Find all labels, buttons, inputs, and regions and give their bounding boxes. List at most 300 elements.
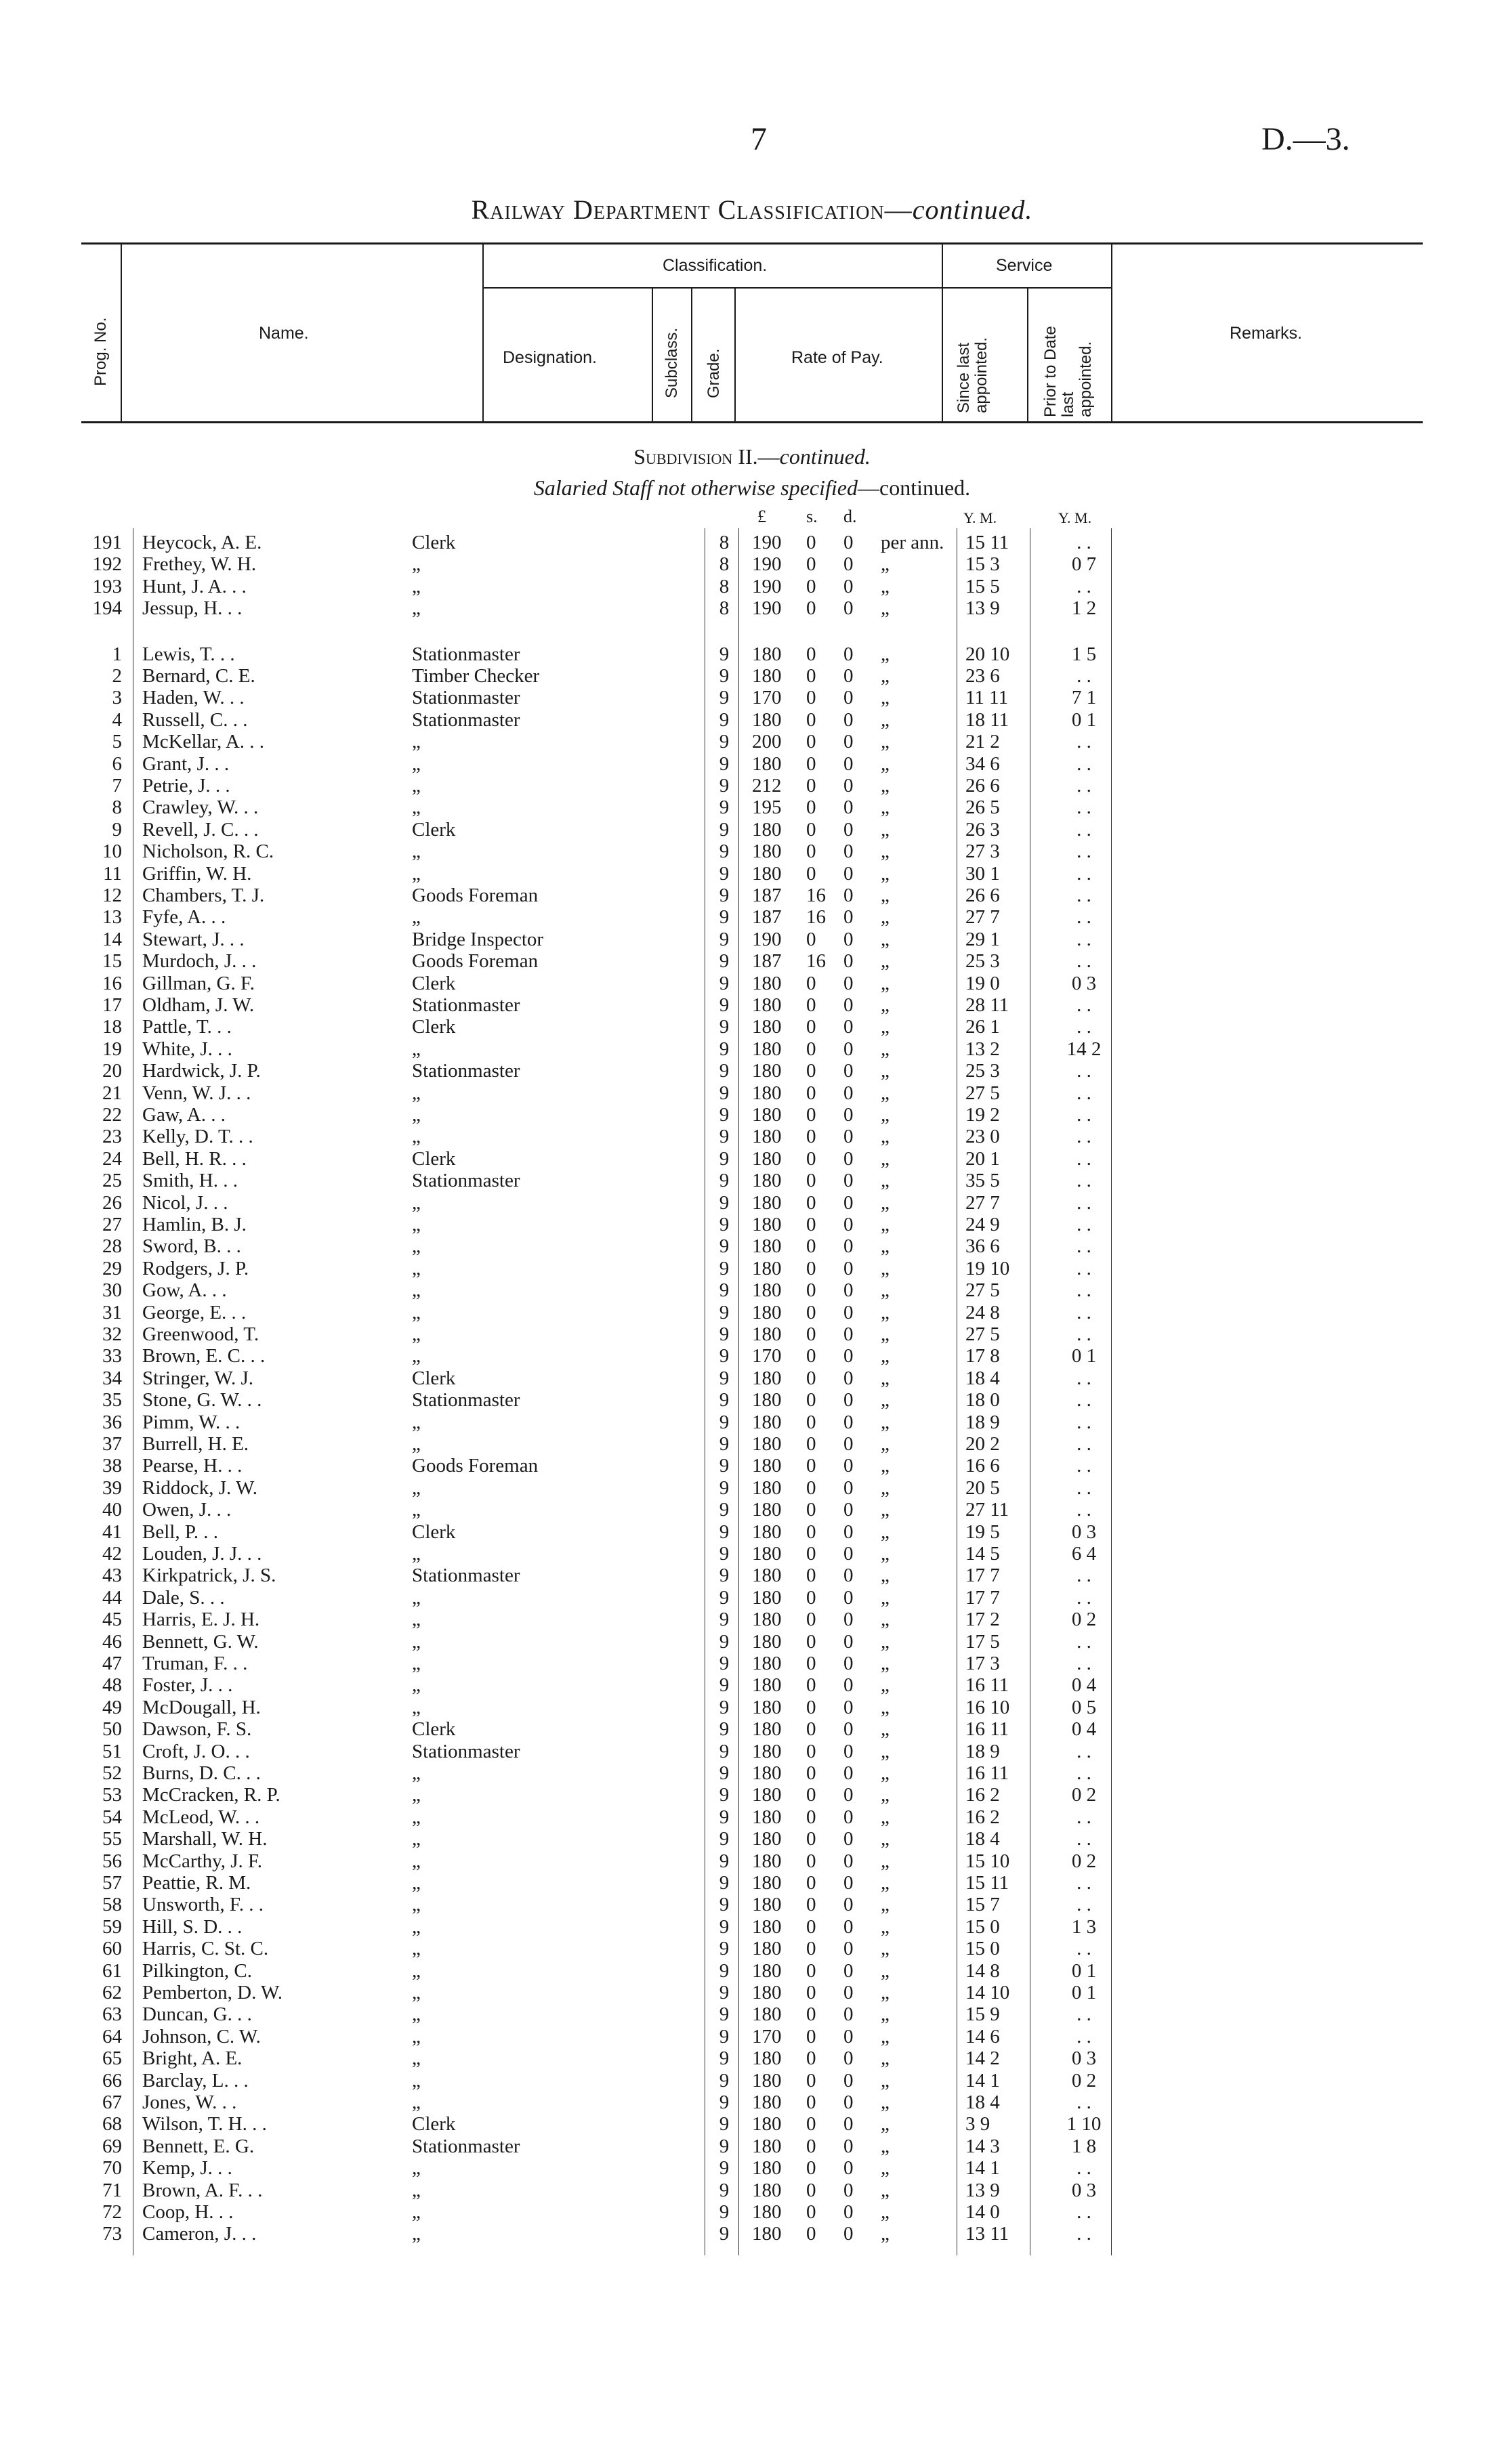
since-last-cell: 26 5 [965,796,1000,818]
since-last-cell: 34 6 [965,753,1000,775]
prior-to-date-cell: . . [1077,1060,1091,1082]
table-row [0,1345,1504,1367]
pay-period-cell: „ [881,665,890,687]
pay-period-cell: „ [881,1872,890,1894]
grade-cell: 9 [719,1367,730,1389]
name-cell: Pattle, T. . . [142,1016,232,1038]
pay-pence-cell: 0 [843,1235,854,1257]
pay-pence-cell: 0 [843,2003,854,2025]
prior-to-date-cell: . . [1077,885,1091,906]
prog-no-cell: 13 [102,906,122,928]
pay-pence-cell: 0 [843,775,854,796]
designation-cell: „ [412,1938,421,1959]
since-last-cell: 28 11 [965,994,1009,1016]
designation-cell: „ [412,796,421,818]
service-rule [942,287,1111,289]
since-last-cell: 23 0 [965,1126,1000,1147]
pay-shillings-cell: 0 [806,2047,816,2069]
pay-shillings-cell: 0 [806,2136,816,2157]
pay-pounds-cell: 187 [752,906,782,928]
prior-to-date-cell: . . [1077,1433,1091,1455]
table-row [0,2136,1504,2157]
pay-pence-cell: 0 [843,950,854,972]
pay-pence-cell: 0 [843,2047,854,2069]
designation-cell: „ [412,731,421,752]
page-title [0,194,1504,226]
prog-no-cell: 67 [102,2091,122,2113]
table-row [0,819,1504,841]
table-row [0,1565,1504,1586]
since-last-cell: 14 0 [965,2201,1000,2223]
since-last-cell: 16 10 [965,1697,1010,1718]
pay-period-cell: „ [881,753,890,775]
grade-cell: 9 [719,973,730,994]
page-number: 7 [751,121,767,157]
grade-cell: 9 [719,2047,730,2069]
pay-pence-cell: 0 [843,819,854,841]
since-last-cell: 17 5 [965,1631,1000,1653]
table-row [0,1960,1504,1982]
since-last-cell: 18 4 [965,1367,1000,1389]
since-last-cell: 16 11 [965,1762,1009,1784]
prog-no-cell: 44 [102,1587,122,1609]
pay-period-cell: „ [881,1323,890,1345]
since-last-cell: 21 2 [965,731,1000,752]
table-row [0,2180,1504,2201]
grade-cell: 9 [719,1411,730,1433]
since-last-cell: 27 3 [965,841,1000,862]
header-rate-of-pay: Rate of Pay. [791,348,883,367]
name-cell: Burrell, H. E. [142,1433,249,1455]
prior-to-date-cell: . . [1077,863,1091,885]
grade-cell: 9 [719,906,730,928]
pay-period-cell: „ [881,1741,890,1762]
pay-shillings-cell: 0 [806,1411,816,1433]
prog-no-cell: 11 [103,863,122,885]
pay-pence-cell: 0 [843,597,854,619]
pay-period-cell: „ [881,929,890,950]
prior-to-date-cell: . . [1077,1894,1091,1915]
pay-shillings-cell: 0 [806,796,816,818]
pay-period-cell: „ [881,1214,890,1235]
prog-no-cell: 39 [102,1477,122,1499]
pay-shillings-cell: 0 [806,2091,816,2113]
header-col-rule-4 [691,287,692,423]
since-last-cell: 16 2 [965,1784,1000,1806]
pay-period-cell: „ [881,1258,890,1279]
pay-shillings-cell: 0 [806,1192,816,1214]
grade-cell: 9 [719,1697,730,1718]
grade-cell: 9 [719,1082,730,1104]
prog-no-cell: 51 [102,1741,122,1762]
pay-period-cell: „ [881,643,890,665]
grade-cell: 9 [719,2223,730,2245]
pay-pence-cell: 0 [843,906,854,928]
table-row [0,2047,1504,2069]
pay-pence-cell: 0 [843,1543,854,1565]
name-cell: Gow, A. . . [142,1279,227,1301]
pay-pounds-cell: 187 [752,950,782,972]
pay-shillings-cell: 0 [806,819,816,841]
table-row [0,2026,1504,2047]
table-row [0,597,1504,619]
designation-cell: „ [412,1323,421,1345]
prog-no-cell: 5 [112,731,122,752]
pay-pounds-cell: 180 [752,1323,782,1345]
pay-period-cell: „ [881,1411,890,1433]
table-row [0,1455,1504,1477]
table-row [0,1587,1504,1609]
pay-shillings-cell: 0 [806,1258,816,1279]
prior-to-date-cell: . . [1077,576,1091,597]
prog-no-cell: 52 [102,1762,122,1784]
since-last-cell: 27 5 [965,1082,1000,1104]
table-row [0,1367,1504,1389]
name-cell: Kelly, D. T. . . [142,1126,253,1147]
prior-to-date-cell: . . [1077,2091,1091,2113]
since-last-cell: 15 0 [965,1916,1000,1938]
since-last-cell: 27 5 [965,1279,1000,1301]
pay-pence-cell: 0 [843,576,854,597]
since-last-cell: 19 0 [965,973,1000,994]
pay-period-cell: „ [881,687,890,708]
prior-to-date-cell: 0 1 [1071,709,1097,731]
pay-period-cell: „ [881,1806,890,1828]
pay-pounds-cell: 187 [752,885,782,906]
pay-period-cell: „ [881,1433,890,1455]
since-last-cell: 19 2 [965,1104,1000,1126]
prog-no-cell: 62 [102,1982,122,2003]
table-row [0,2091,1504,2113]
pay-shillings-cell: 0 [806,1455,816,1477]
grade-cell: 9 [719,2003,730,2025]
pay-pence-cell: 0 [843,2136,854,2157]
pay-pence-cell: 0 [843,1258,854,1279]
since-last-cell: 27 7 [965,1192,1000,1214]
pay-period-cell: „ [881,553,890,575]
since-last-cell: 15 0 [965,1938,1000,1959]
name-cell: White, J. . . [142,1038,232,1060]
pay-shillings-cell: 0 [806,2113,816,2135]
prior-to-date-cell: . . [1077,1411,1091,1433]
since-last-cell: 13 9 [965,2180,1000,2201]
grade-cell: 9 [719,1631,730,1653]
since-last-cell: 19 10 [965,1258,1010,1279]
pay-pounds-cell: 180 [752,1894,782,1915]
prior-to-date-cell: . . [1077,665,1091,687]
pay-shillings-cell: 0 [806,1016,816,1038]
header-top-rule [81,242,1423,245]
name-cell: Brown, A. F. . . [142,2180,263,2201]
table-row [0,532,1504,553]
prior-to-date-cell: 14 2 [1066,1038,1102,1060]
prior-to-date-cell: 1 3 [1071,1916,1097,1938]
grade-cell: 9 [719,1302,730,1323]
prior-to-date-cell: . . [1077,1323,1091,1345]
since-last-cell: 36 6 [965,1235,1000,1257]
pay-pounds-cell: 190 [752,553,782,575]
header-col-rule-3 [652,287,653,423]
pay-period-cell: „ [881,1302,890,1323]
table-row [0,1894,1504,1915]
pay-shillings-cell: 0 [806,775,816,796]
pay-pence-cell: 0 [843,1279,854,1301]
pay-pence-cell: 0 [843,1214,854,1235]
table-row [0,576,1504,597]
grade-cell: 9 [719,2091,730,2113]
designation-cell: „ [412,906,421,928]
prog-no-cell: 50 [102,1718,122,1740]
prior-to-date-cell: . . [1077,1016,1091,1038]
pay-pounds-cell: 180 [752,643,782,665]
prior-to-date-cell: . . [1077,1872,1091,1894]
pay-shillings-cell: 0 [806,1894,816,1915]
pay-pounds-cell: 180 [752,1126,782,1147]
prog-no-cell: 22 [102,1104,122,1126]
name-cell: Foster, J. . . [142,1674,233,1696]
pay-pounds-cell: 212 [752,775,782,796]
grade-cell: 9 [719,1609,730,1630]
grade-cell: 9 [719,1872,730,1894]
name-cell: Peattie, R. M. [142,1872,251,1894]
grade-cell: 9 [719,1126,730,1147]
pay-period-cell: „ [881,1455,890,1477]
since-last-cell: 13 9 [965,597,1000,619]
pay-pounds-cell: 180 [752,665,782,687]
pay-period-cell: „ [881,2157,890,2179]
table-row [0,731,1504,752]
table-row [0,1609,1504,1630]
prog-no-cell: 7 [112,775,122,796]
prior-to-date-cell: . . [1077,906,1091,928]
grade-cell: 9 [719,1016,730,1038]
table-row [0,1697,1504,1718]
table-row [0,1521,1504,1543]
table-row [0,1982,1504,2003]
pay-pounds-cell: 180 [752,1828,782,1850]
pay-pounds-cell: 180 [752,1192,782,1214]
prog-no-cell: 9 [112,819,122,841]
designation-cell: „ [412,1499,421,1521]
table-row [0,929,1504,950]
pay-shillings-cell: 0 [806,1609,816,1630]
pay-period-cell: „ [881,906,890,928]
pay-pence-cell: 0 [843,1060,854,1082]
name-cell: Stringer, W. J. [142,1367,253,1389]
grade-cell: 9 [719,1192,730,1214]
since-last-cell: 29 1 [965,929,1000,950]
pay-pounds-cell: 180 [752,1850,782,1872]
pay-pounds-cell: 180 [752,2091,782,2113]
grade-cell: 9 [719,863,730,885]
pay-shillings-cell: 0 [806,1653,816,1674]
table-row [0,863,1504,885]
pay-period-cell: „ [881,1609,890,1630]
pay-pounds-cell: 180 [752,1082,782,1104]
pay-pence-cell: 0 [843,1850,854,1872]
prog-no-cell: 68 [102,2113,122,2135]
prior-to-date-cell: . . [1077,2223,1091,2245]
prior-to-date-cell: 0 1 [1071,1960,1097,1982]
grade-cell: 9 [719,1960,730,1982]
pay-pounds-cell: 180 [752,1455,782,1477]
since-last-cell: 27 5 [965,1323,1000,1345]
prog-no-cell: 6 [112,753,122,775]
pay-shillings-cell: 0 [806,2003,816,2025]
pay-period-cell: „ [881,2070,890,2091]
grade-cell: 9 [719,929,730,950]
pay-shillings-cell: 0 [806,1806,816,1828]
name-cell: Stewart, J. . . [142,929,245,950]
name-cell: Haden, W. . . [142,687,245,708]
designation-cell: „ [412,2223,421,2245]
since-last-cell: 20 5 [965,1477,1000,1499]
name-cell: Wilson, T. H. . . [142,2113,267,2135]
name-cell: Croft, J. O. . . [142,1741,250,1762]
table-row [0,1828,1504,1850]
prior-to-date-cell: . . [1077,841,1091,862]
name-cell: Pemberton, D. W. [142,1982,283,2003]
prior-to-date-cell: 0 1 [1071,1982,1097,2003]
pay-pence-cell: 0 [843,1455,854,1477]
pay-period-cell: „ [881,2201,890,2223]
table-row [0,994,1504,1016]
designation-cell: „ [412,1235,421,1257]
pay-pence-cell: 0 [843,1806,854,1828]
prior-to-date-cell: 1 8 [1071,2136,1097,2157]
prog-no-cell: 61 [102,1960,122,1982]
designation-cell: „ [412,597,421,619]
name-cell: Heycock, A. E. [142,532,262,553]
prior-to-date-cell: 1 5 [1071,643,1097,665]
pay-shillings-cell: 0 [806,1148,816,1170]
pay-pounds-cell: 180 [752,1806,782,1828]
grade-cell: 9 [719,1850,730,1872]
name-cell: Pilkington, C. [142,1960,252,1982]
pay-period-cell: „ [881,1477,890,1499]
prior-to-date-cell: . . [1077,1170,1091,1191]
name-cell: Bright, A. E. [142,2047,243,2069]
pay-pence-cell: 0 [843,796,854,818]
prog-no-cell: 29 [102,1258,122,1279]
prog-no-cell: 37 [102,1433,122,1455]
pay-shillings-cell: 0 [806,1938,816,1959]
grade-cell: 9 [719,709,730,731]
prior-to-date-cell: 0 4 [1071,1718,1097,1740]
grade-cell: 9 [719,1060,730,1082]
grade-cell: 9 [719,1938,730,1959]
pay-pence-cell: 0 [843,1499,854,1521]
pay-period-cell: „ [881,2047,890,2069]
table-row [0,1323,1504,1345]
pay-pence-cell: 0 [843,1784,854,1806]
pay-shillings-cell: 0 [806,1872,816,1894]
grade-cell: 8 [719,532,730,553]
pay-pence-cell: 0 [843,1016,854,1038]
pay-pence-cell: 0 [843,1609,854,1630]
pay-period-cell: „ [881,1389,890,1411]
pay-period-cell: „ [881,1235,890,1257]
since-last-cell: 20 2 [965,1433,1000,1455]
prog-no-cell: 18 [102,1016,122,1038]
pay-pence-cell: 0 [843,2070,854,2091]
grade-cell: 9 [719,1653,730,1674]
pay-pounds-cell: 180 [752,1499,782,1521]
pay-shillings-cell: 0 [806,2180,816,2201]
table-row [0,665,1504,687]
pay-pence-cell: 0 [843,753,854,775]
prog-no-cell: 4 [112,709,122,731]
pay-pence-cell: 0 [843,1960,854,1982]
name-cell: Frethey, W. H. [142,553,257,575]
pay-pounds-cell: 180 [752,1521,782,1543]
pay-pence-cell: 0 [843,1587,854,1609]
table-row [0,1170,1504,1191]
prior-to-date-cell: . . [1077,1477,1091,1499]
pay-period-cell: „ [881,1038,890,1060]
designation-cell: Goods Foreman [412,950,539,972]
pay-pence-cell: 0 [843,2113,854,2135]
prior-to-date-cell: 0 3 [1071,973,1097,994]
since-last-cell: 18 4 [965,1828,1000,1850]
unit-prior-ym: Y. M. [1058,509,1092,526]
prior-to-date-cell: 0 3 [1071,2047,1097,2069]
pay-shillings-cell: 0 [806,1235,816,1257]
designation-cell: Timber Checker [412,665,540,687]
pay-pence-cell: 0 [843,1938,854,1959]
pay-pounds-cell: 180 [752,709,782,731]
pay-pence-cell: 0 [843,1872,854,1894]
pay-shillings-cell: 0 [806,2026,816,2047]
pay-period-cell: „ [881,863,890,885]
prior-to-date-cell: . . [1077,929,1091,950]
designation-cell: „ [412,1850,421,1872]
pay-pence-cell: 0 [843,1521,854,1543]
prog-no-cell: 48 [102,1674,122,1696]
pay-shillings-cell: 16 [806,906,826,928]
pay-shillings-cell: 0 [806,731,816,752]
prog-no-cell: 24 [102,1148,122,1170]
pay-pence-cell: 0 [843,643,854,665]
prog-no-cell: 1 [112,643,122,665]
designation-cell: „ [412,1609,421,1630]
prog-no-cell: 193 [92,576,122,597]
name-cell: Johnson, C. W. [142,2026,261,2047]
designation-cell: „ [412,1587,421,1609]
pay-shillings-cell: 0 [806,1060,816,1082]
pay-shillings-cell: 0 [806,2223,816,2245]
prog-no-cell: 31 [102,1302,122,1323]
pay-pence-cell: 0 [843,1894,854,1915]
pay-pounds-cell: 180 [752,2201,782,2223]
grade-cell: 9 [719,665,730,687]
header-col-rule-7 [1027,287,1028,423]
pay-period-cell: „ [881,1587,890,1609]
pay-pence-cell: 0 [843,885,854,906]
since-last-cell: 15 7 [965,1894,1000,1915]
pay-pounds-cell: 180 [752,1982,782,2003]
name-cell: Riddock, J. W. [142,1477,257,1499]
pay-period-cell: „ [881,1828,890,1850]
name-cell: McCarthy, J. F. [142,1850,263,1872]
pay-pounds-cell: 190 [752,597,782,619]
pay-shillings-cell: 0 [806,1543,816,1565]
grade-cell: 8 [719,597,730,619]
pay-pounds-cell: 180 [752,1389,782,1411]
prior-to-date-cell: 0 7 [1071,553,1097,575]
pay-pence-cell: 0 [843,994,854,1016]
pay-period-cell: „ [881,2113,890,2135]
